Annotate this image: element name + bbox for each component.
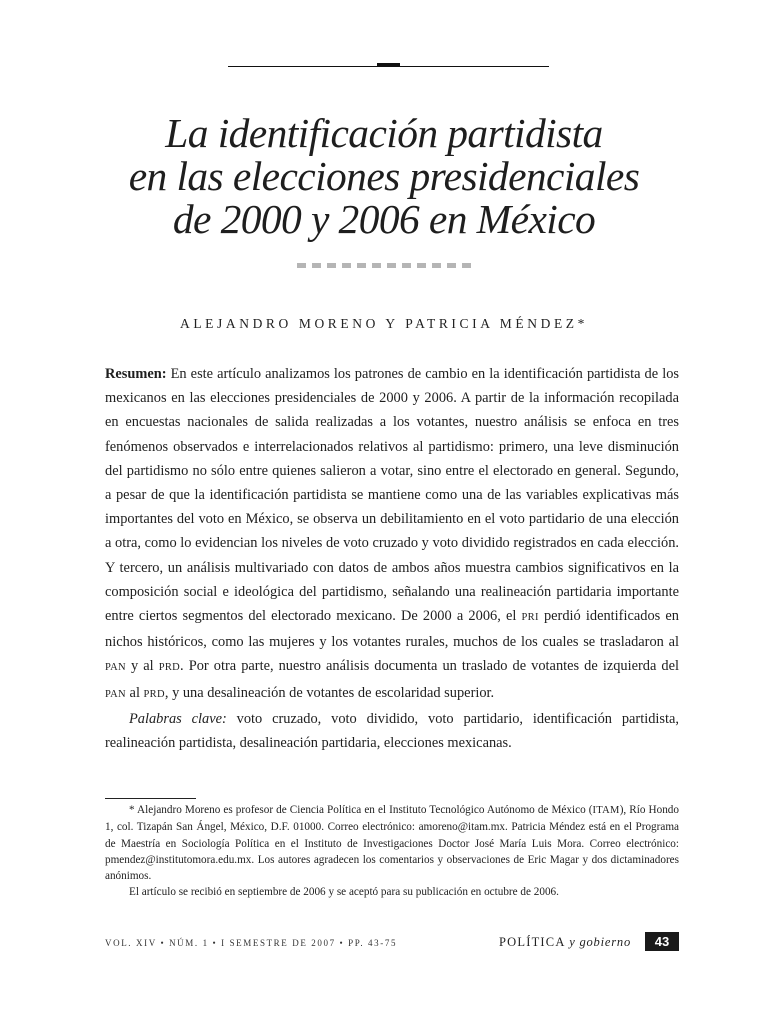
abstract-text-3: y al — [125, 658, 159, 675]
abstract-text-4: . Por otra parte, nuestro análisis documenta un traslado de votantes de izquierda del — [180, 658, 680, 675]
abbr-itam: ITAM — [592, 805, 620, 816]
journal-name-b: y gobierno — [569, 935, 631, 949]
footnote-text-2: ), Río Hondo 1, col. Tizapán San Ángel, México, D.F. 01000. Correo electrónico: amoreno@itam.mx. Patricia Méndez está en el Programa de Maestría en Sociología Política en el Instituto de Investigaciones Doctor José María Luis Mora. Correo electrónico: pmendez@institutomora.edu.mx. Los autores agradecen los comentarios y observaciones de Eric Magar y dos dictaminadores anónimos. — [105, 804, 679, 883]
journal-name-a: POLÍTICA — [499, 935, 565, 949]
footnotes — [105, 802, 679, 901]
abstract-label: Resumen: — [105, 366, 167, 382]
party-pan: PAN — [105, 688, 126, 700]
decorative-separator — [0, 263, 768, 268]
footnote-rule — [105, 798, 196, 799]
abstract — [105, 362, 679, 755]
keywords — [105, 707, 679, 755]
keywords-label: Palabras clave: — [129, 710, 227, 727]
title-line-2: en las elecciones presidenciales — [128, 153, 640, 199]
party-pan: PAN — [105, 662, 126, 674]
abstract-text-2: perdió identificados en nichos históricos, como las mujeres y los votantes rurales, muchos de los cuales se trasladaron al — [105, 608, 679, 651]
page-number: 43 — [645, 932, 679, 951]
page-footer — [105, 932, 679, 954]
abstract-text-5: al — [125, 684, 144, 701]
footnote-received: El artículo se recibió en septiembre de 2006 y se aceptó para su publicación en octubre de 2006. — [129, 886, 559, 899]
citation: VOL. XIV • NÚM. 1 • I SEMESTRE DE 2007 • PP. 43-75 — [105, 938, 398, 948]
journal-name — [499, 935, 631, 950]
article-title — [60, 112, 708, 241]
footnote-authors — [105, 802, 679, 884]
authors: ALEJANDRO MORENO Y PATRICIA MÉNDEZ* — [179, 316, 588, 331]
abstract-text-1: En este artículo analizamos los patrones de cambio en la identificación partidista de los mexicanos en las elecciones presidenciales de 2000 y 2006. A partir de la información recopilada en encuestas nacionales de salida realizadas a los votantes, nuestro análisis se enfoca en tres fenómenos observados e interrelacionados relativos al partidismo: primero, una leve disminución del partidismo no sólo entre quienes salieron a votar, sino entre el electorado en general. Segundo, a pesar de que la identificación partidista se mantiene como una de las variables explicativas más importantes del voto en México, se observa un debilitamiento en el voto partidario de una elección a otra, como lo evidencian los niveles de voto cruzado y voto dividido registrados en cada elección. Y tercero, un análisis multivariado con datos de ambos años muestra cambios significativos en la composición social e ideológica del partidismo, señalando una realineación partidaria importante entre ciertos segmentos del electorado mexicano. De 2000 a 2006, el — [105, 366, 679, 625]
abstract-text-6: , y una desalineación de votantes de escolaridad superior. — [164, 684, 495, 701]
keywords-text: voto cruzado, voto dividido, voto partidario, identificación partidista, realineación partidista, desalineación partidaria, elecciones mexicanas. — [105, 710, 680, 752]
footnote-text-1: * Alejandro Moreno es profesor de Ciencia Política en el Instituto Tecnológico Autónomo de México ( — [129, 804, 593, 816]
abstract-body — [105, 362, 679, 707]
party-prd: PRD — [158, 662, 181, 674]
party-pri: PRI — [521, 612, 539, 624]
title-line-3: de 2000 y 2006 en México — [172, 196, 596, 242]
title-line-1: La identificación partidista — [165, 110, 603, 156]
party-prd: PRD — [143, 688, 165, 700]
top-rule-block — [377, 63, 400, 67]
